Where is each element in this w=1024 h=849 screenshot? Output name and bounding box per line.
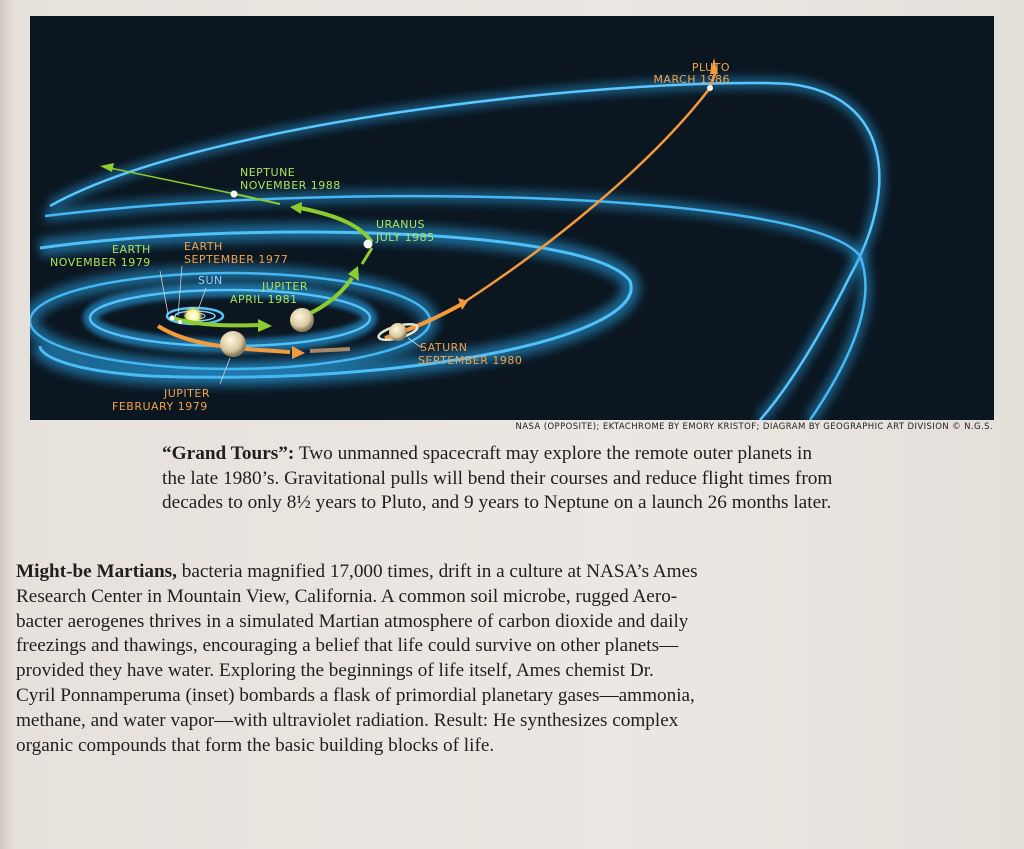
neptune-point	[231, 191, 238, 198]
figure-caption	[162, 442, 998, 516]
saturn-label: SATURN	[420, 341, 468, 354]
article-line-4: freezings and thawings, encouraging a belief that life could survive on other planets—	[16, 635, 679, 657]
caption-line-2: the late 1980’s. Gravitational pulls will bend their courses and reduce flight times from	[162, 467, 833, 489]
jupiter-apr-label: JUPITER	[262, 280, 308, 293]
jupiter-planet-a	[290, 308, 314, 332]
caption-lead: “Grand Tours”:	[162, 443, 295, 464]
uranus-label: URANUS	[376, 218, 426, 231]
earth-nov-label: EARTH	[112, 243, 151, 256]
caption-line-3: decades to only 8½ years to Pluto, and 9 years to Neptune on a launch 26 months later.	[162, 492, 832, 513]
uranus-point	[364, 240, 373, 249]
jupiter-planet-b	[220, 331, 246, 357]
article-line-6: Cyril Ponnamperuma (inset) bombards a flask of primordial planetary gases—ammonia,	[16, 684, 695, 706]
article-line-7: methane, and water vapor—with ultraviolet radiation. Result: He synthesizes complex	[16, 709, 679, 731]
earth-sep-date-label: SEPTEMBER 1977	[184, 253, 289, 266]
grand-tours-diagram	[30, 16, 994, 420]
saturn-date-label: SEPTEMBER 1980	[418, 354, 523, 367]
solar-system-diagram-svg	[30, 16, 994, 420]
uranus-date-label: JULY 1985	[376, 231, 435, 244]
article-line-3: bacter aerogenes thrives in a simulated Martian atmosphere of carbon dioxide and daily	[16, 610, 689, 632]
neptune-date-label: NOVEMBER 1988	[240, 179, 341, 192]
jupiter-feb-date-label: FEBRUARY 1979	[112, 400, 208, 413]
article-line-2: Research Center in Mountain View, California. A common soil microbe, rugged Aero-	[16, 585, 678, 607]
sun-label: SUN	[198, 274, 223, 287]
jupiter-feb-label: JUPITER	[164, 387, 210, 400]
jupiter-apr-date-label: APRIL 1981	[230, 293, 298, 306]
neptune-label: NEPTUNE	[240, 166, 296, 179]
earth-nov-date-label: NOVEMBER 1979	[50, 256, 151, 269]
pluto-label: PLUTO	[691, 61, 730, 74]
article-lead: Might-be Martians,	[16, 561, 177, 582]
photo-credit: NASA (OPPOSITE); EKTACHROME BY EMORY KRISTOF; DIAGRAM BY GEOGRAPHIC ART DIVISION © N.G.S.	[515, 422, 993, 432]
pluto-date-label: MARCH 1986	[653, 73, 730, 86]
article-paragraph	[16, 560, 896, 758]
article-line-8: organic compounds that form the basic building blocks of life.	[16, 734, 495, 756]
caption-line-1: “Grand Tours”: Two unmanned spacecraft may explore the remote outer planets in	[162, 443, 812, 464]
earth-sep-label: EARTH	[184, 240, 223, 253]
article-line-5: provided they have water. Exploring the beginnings of life itself, Ames chemist Dr.	[16, 660, 654, 682]
article-line-1: Might-be Martians, bacteria magnified 17,000 times, drift in a culture at NASA’s Ames	[16, 561, 698, 582]
